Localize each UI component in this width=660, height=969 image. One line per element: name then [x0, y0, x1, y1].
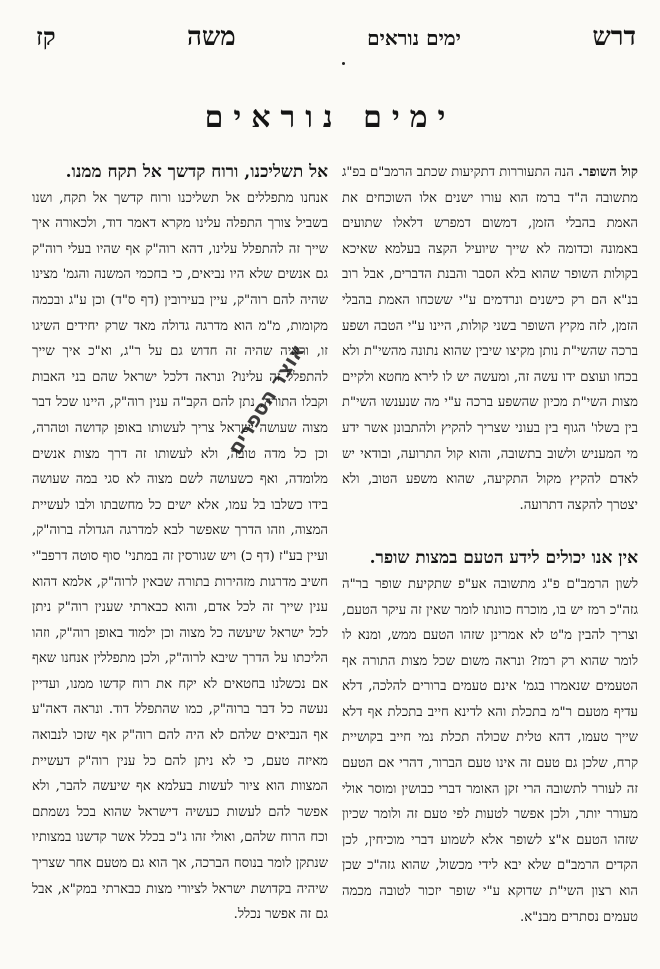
left-column: [32, 160, 328, 950]
paragraph: [342, 160, 638, 518]
paragraph: [32, 160, 328, 928]
paragraph-text: לשון הרמב"ם פ"ג מתשובה אע"פ שתקיעת שופר בר"ה גזה"כ רמז יש בו, מוכרח כוונתו לומר שאין זה עיקר הטעם, וצריך להבין מ"ט לא אמרינן שזהו הטעם ממש, ומנא לו לומר שהוא רק רמז? ונראה משום שכל מצות התורה אף הטעמים שנאמרו בגמ' אינם טעמים ברורים להלכה, דלא עדיף מטעם ר"מ בתכלת והא לדינא חייב בתכלת אף דלא שייך טעמו, דהא טלית שכולה תכלת נמי חייב בקושיית קרח, שלכן גם טעם זה אינו טעם הברור, דהרי אם הטעם זה לעורר לתשובה הרי זקן האומר דברי כבושין ומוסר אולי מעורר יותר, ולכן אפשר לטעות לפי טעם זה ולומר שכיון שזהו הטעם א"צ לשופר אלא לשמוע דברי מוכיחין, לכן הקדים הרמב"ם שלא יבא לידי מכשול, שהוא גזה"כ שכן הוא רצון השי"ת שדוקא ע"י שופר יזכור לטובה מכמה טעמים נסתרים מבנ"א.: [342, 576, 638, 925]
chapter-title: ימים נוראים: [204, 100, 456, 135]
header-subject: ימים נוראים: [367, 26, 461, 50]
paragraph: [342, 572, 638, 930]
right-column: [342, 160, 638, 950]
section-lead: קול השופר.: [578, 165, 638, 180]
paragraph-text: אנחנו מתפללים אל תשליכנו ורוח קדשך אל תקח, ושנו בשביל צורך התפלה עלינו מקרא דאמר דוד, ולכאורה איך שייך זה להתפלל עלינו, דהא רוה"ק אף שהיו בעלי רוה"ק גם אנשים שלא היו נביאים, כי בחכמי המשנה והגמ' מצינו שהיה להם רוה"ק, עיין בעירובין (דף ס"ד) וכן ע"ג ובכמה מקומות, מ"מ הוא מדרגה גדולה מאד שרק יחידים השיגו זו, וראיה שהיה זה חדוש גם על ר"ג, וא"כ איך שייך להתפלל זה עלינו? ונראה דלכל ישראל שהם בני האבות וקבלו התורה, נתן להם הקב"ה ענין רוה"ק, היינו שכל דבר מצוה שעושה ישראל צריך לעשותו באופן קדושה וטהרה, וכן כל מדה טובה, ולא לעשותו זה דרך מצות אנשים מלומדה, ואף כשעושה לשם מצוה לא סגי במה שעושה בידו כשלבו בל עמו, אלא ישים כל מחשבתו ולבו לעשיית המצוה, וזהו הדרך שאפשר לבא למדרגה הגדולה ברוה"ק, ועיין בע"ז (דף כ) ויש שגורסין זה במתני' סוף סוטה דרפב"י חשיב מדרגות מזהירות בתורה שבאין לרוה"ק, אלמא דהוא ענין שייך זה לכל אדם, והוא כבארתי שענין רוה"ק ניתן לכל ישראל שיעשה כל מצוה וכן ילמוד באופן רוה"ק, וזהו הליכתו על הדרך שיבא לרוה"ק, ולכן מתפללין אנחנו שאף אם נכשלנו בחטאים לא יקח את רוח קדשו ממנו, ועדיין נעשה כל דבר ברוה"ק, כמו שהתפלל דוד. ונראה דאה"ע אף הנביאים שלהם לא היה להם רוה"ק אף שזכו לנבואה מאיזה טעם, כי לא ניתן להם כל ענין רוה"ק דעשיית המצוות הוא ציור לעשות בעלמא אף שיעשה להבר, ולא אפשר להם לעשות כעשיה דישראל שהוא בכל נשמתם וכח הרוח שלהם, ואולי זהו ג"כ בכלל אשר קדשנו במצותיו שנתקן לומר בנוסח הברכה, אך הוא גם מטעם אחר שצריך שיהיה בקדושת ישראל לציורי מצות כבארתי במק"א, אבל גם זה אפשר נכלל.: [32, 190, 328, 923]
library-stamp: אוצר הספרים: [222, 339, 310, 459]
header-section: דרש: [592, 22, 636, 52]
header-dot: [342, 62, 345, 65]
running-header: [36, 22, 636, 62]
section-heading: אל תשליכנו, ורוח קדשך אל תקח ממנו.: [65, 162, 328, 182]
paragraph-text: הנה התעוררות דתקיעות שכתב הרמב"ם בפ"ג מתשובה ה"ד ברמז הוא עורו ישנים אלו השוכחים את האמת בהבלי הזמן, דמשום דמפרש דלאלו שתועים באמונה וכדומה לא שייך שיועיל הקצה בעלמא שאיכא בקולות השופר שהוא בלא הסבר והבנת הדברים, אבל רוב בנ"א הם רק כישנים ונרדמים ע"י ששכחו האמת בהבלי הזמן, לזה מקיץ השופר בשני קולות, היינו ע"י הטבה ושפע ברכה שהשי"ת נותן מקיצו שיבין שהוא נתונה מהשי"ת ולא בכחו ועוצם ידו עשה זה, ומעשה יש לו לירא מחטא ולקיים מצות השי"ת מכיון שהשפע ברכה ע"י מה שנענשו השי"ת בין בשלו' הגוף בין בעוני שצריך להקיץ ולהתבונן אשר ידע מי המעניש ולשוב בתשובה, והוא קול התרועה, ובודאי יש לאדם להקיץ מקול התקיעה, שהוא משפע הטוב, ולא יצטרך להקצה דתרועה.: [342, 165, 638, 513]
page-number: קז: [36, 22, 56, 51]
section-heading: אין אנו יכולים לידע הטעם במצות שופר.: [369, 548, 638, 569]
paragraph-gap: [342, 518, 638, 532]
header-book-title: משה: [186, 22, 236, 52]
